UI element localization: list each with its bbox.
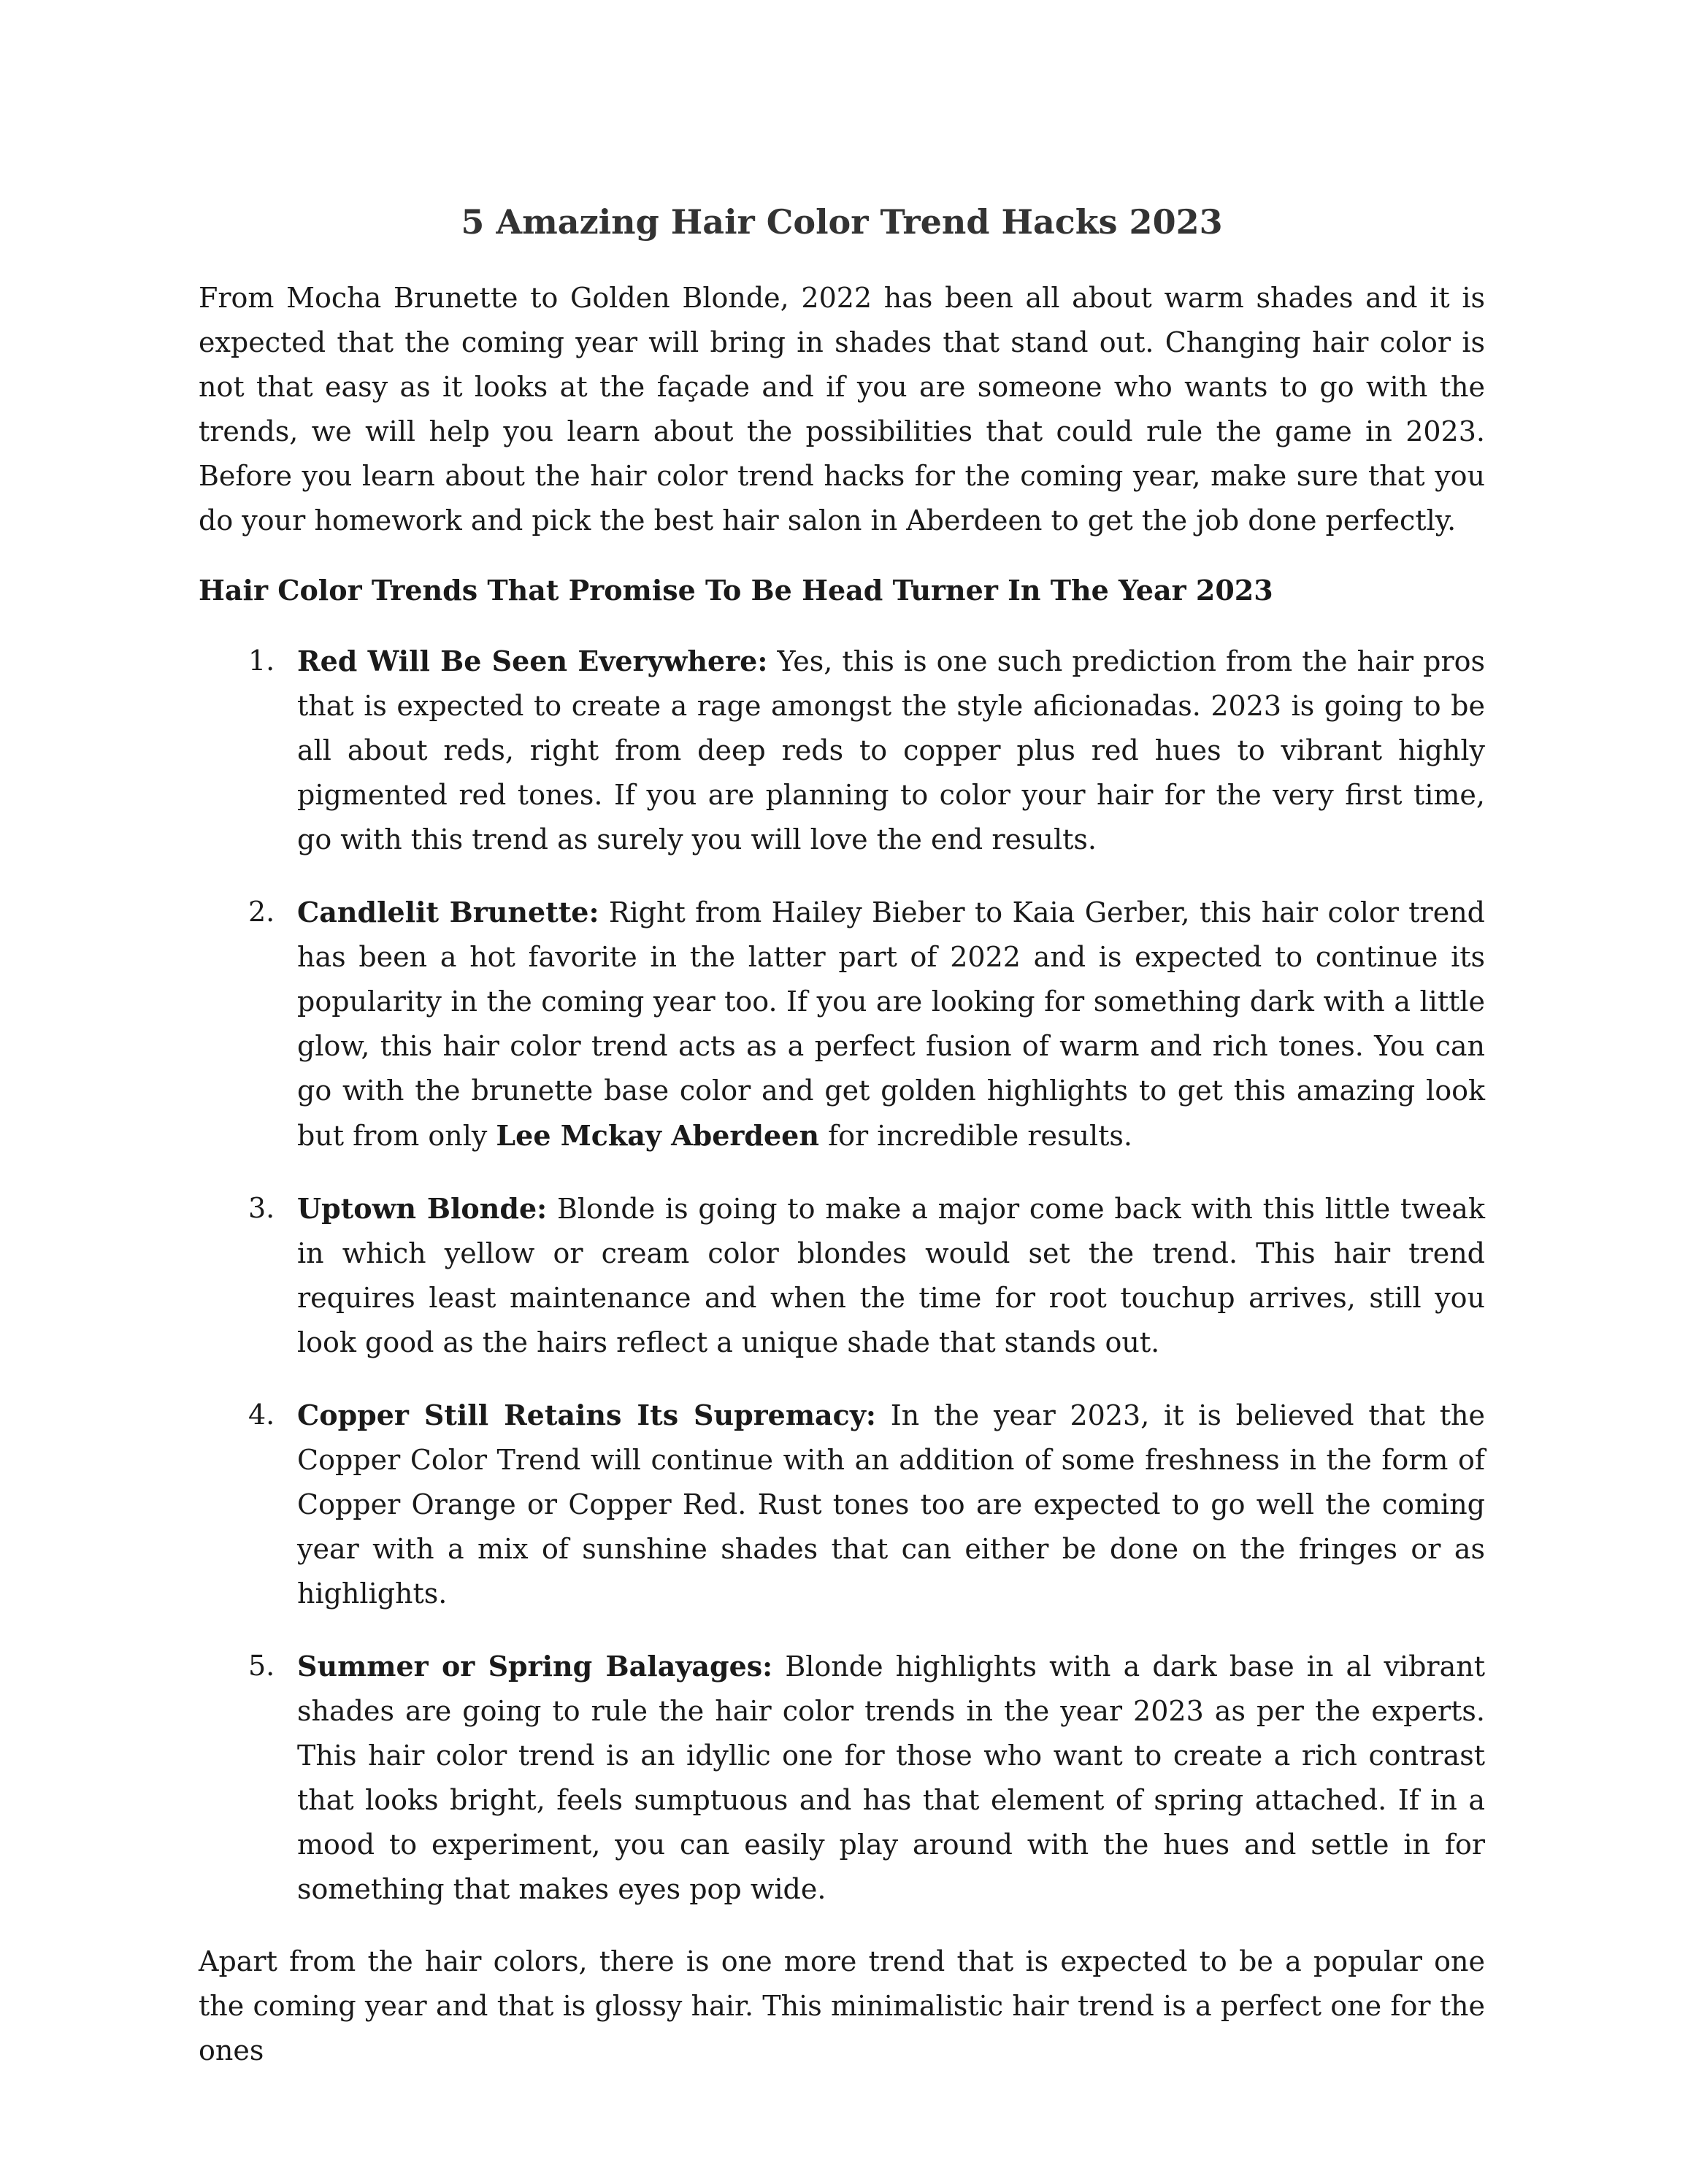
list-item-text: In the year 2023, it is believed that the Copper Color Trend will continue with an addition of some freshness in the form of Copper Orange or Copper Red. Rust tones too are expected to go well the coming year with a mix of sunshine shades that can either be done on the fringes or as highlights. — [297, 1399, 1485, 1610]
list-item-heading: Uptown Blonde: — [297, 1192, 548, 1225]
list-item — [199, 1186, 1485, 1365]
document-page — [199, 196, 1485, 2098]
list-item-text-after: for incredible results. — [819, 1120, 1132, 1152]
list-item-text: Blonde is going to make a major come back with this little tweak in which yellow or cream color blondes would set the trend. This hair trend requires least maintenance and when the time for root touchup arrives, still you look good as the hairs reflect a unique shade that stands out. — [297, 1193, 1485, 1358]
list-item-number: 5. — [248, 1650, 275, 1682]
list-item-heading: Red Will Be Seen Everywhere: — [297, 645, 768, 677]
intro-paragraph: From Mocha Brunette to Golden Blonde, 2022 has been all about warm shades and it is expected that the coming year will bring in shades that stand out. Changing hair color is not that easy as it looks at the façade and if you are someone who wants to go with the trends, we will help you learn about the possibilities that could rule the game in 2023. Before you learn about the hair color trend hacks for the coming year, make sure that you do your homework and pick the best hair salon in Aberdeen to get the job done perfectly. — [199, 282, 1485, 537]
list-item-number: 4. — [248, 1399, 275, 1431]
list-item — [199, 1644, 1485, 1912]
list-item-number: 2. — [248, 896, 275, 928]
list-item-number: 3. — [248, 1192, 275, 1224]
section-heading: Hair Color Trends That Promise To Be Head Turner In The Year 2023 — [199, 574, 1273, 607]
list-item-text: Yes, this is one such prediction from the hair pros that is expected to create a rage amongst the style aficionadas. 2023 is going to be all about reds, right from deep reds to copper plus red hues to vibrant highly pigmented red tones. If you are planning to color your hair for the very first time, go with this trend as surely you will love the end results. — [297, 645, 1485, 855]
list-item-heading: Summer or Spring Balayages: — [297, 1650, 773, 1683]
salon-name: Lee Mckay Aberdeen — [496, 1119, 819, 1152]
list-item — [199, 639, 1485, 862]
list-item — [199, 1393, 1485, 1616]
list-item-text: Right from Hailey Bieber to Kaia Gerber, this hair color trend has been a hot favorite in the latter part of 2022 and is expected to continue its popularity in the coming year too. If you are looking for something dark with a little glow, this hair color trend acts as a perfect fusion of warm and rich tones. You can go with the brunette base color and get golden highlights to get this amazing look but from only — [297, 896, 1486, 1152]
list-item-heading: Candlelit Brunette: — [297, 896, 599, 928]
list-item-number: 1. — [248, 645, 275, 677]
list-item-text: Blonde highlights with a dark base in al vibrant shades are going to rule the hair color trends in the year 2023 as per the experts. This hair color trend is an idyllic one for those who want to create a rich contrast that looks bright, feels sumptuous and has that element of spring attached. If in a mood to experiment, you can easily play around with the hues and settle in for something that makes eyes pop wide. — [297, 1650, 1485, 1905]
list-item-heading: Copper Still Retains Its Supremacy: — [297, 1399, 876, 1431]
page-title: 5 Amazing Hair Color Trend Hacks 2023 — [461, 202, 1223, 242]
list-item — [199, 890, 1485, 1158]
closing-paragraph: Apart from the hair colors, there is one more trend that is expected to be a popular one the coming year and that is glossy hair. This minimalistic hair trend is a perfect one for the ones — [199, 1945, 1485, 2066]
trend-list — [199, 639, 1485, 1912]
